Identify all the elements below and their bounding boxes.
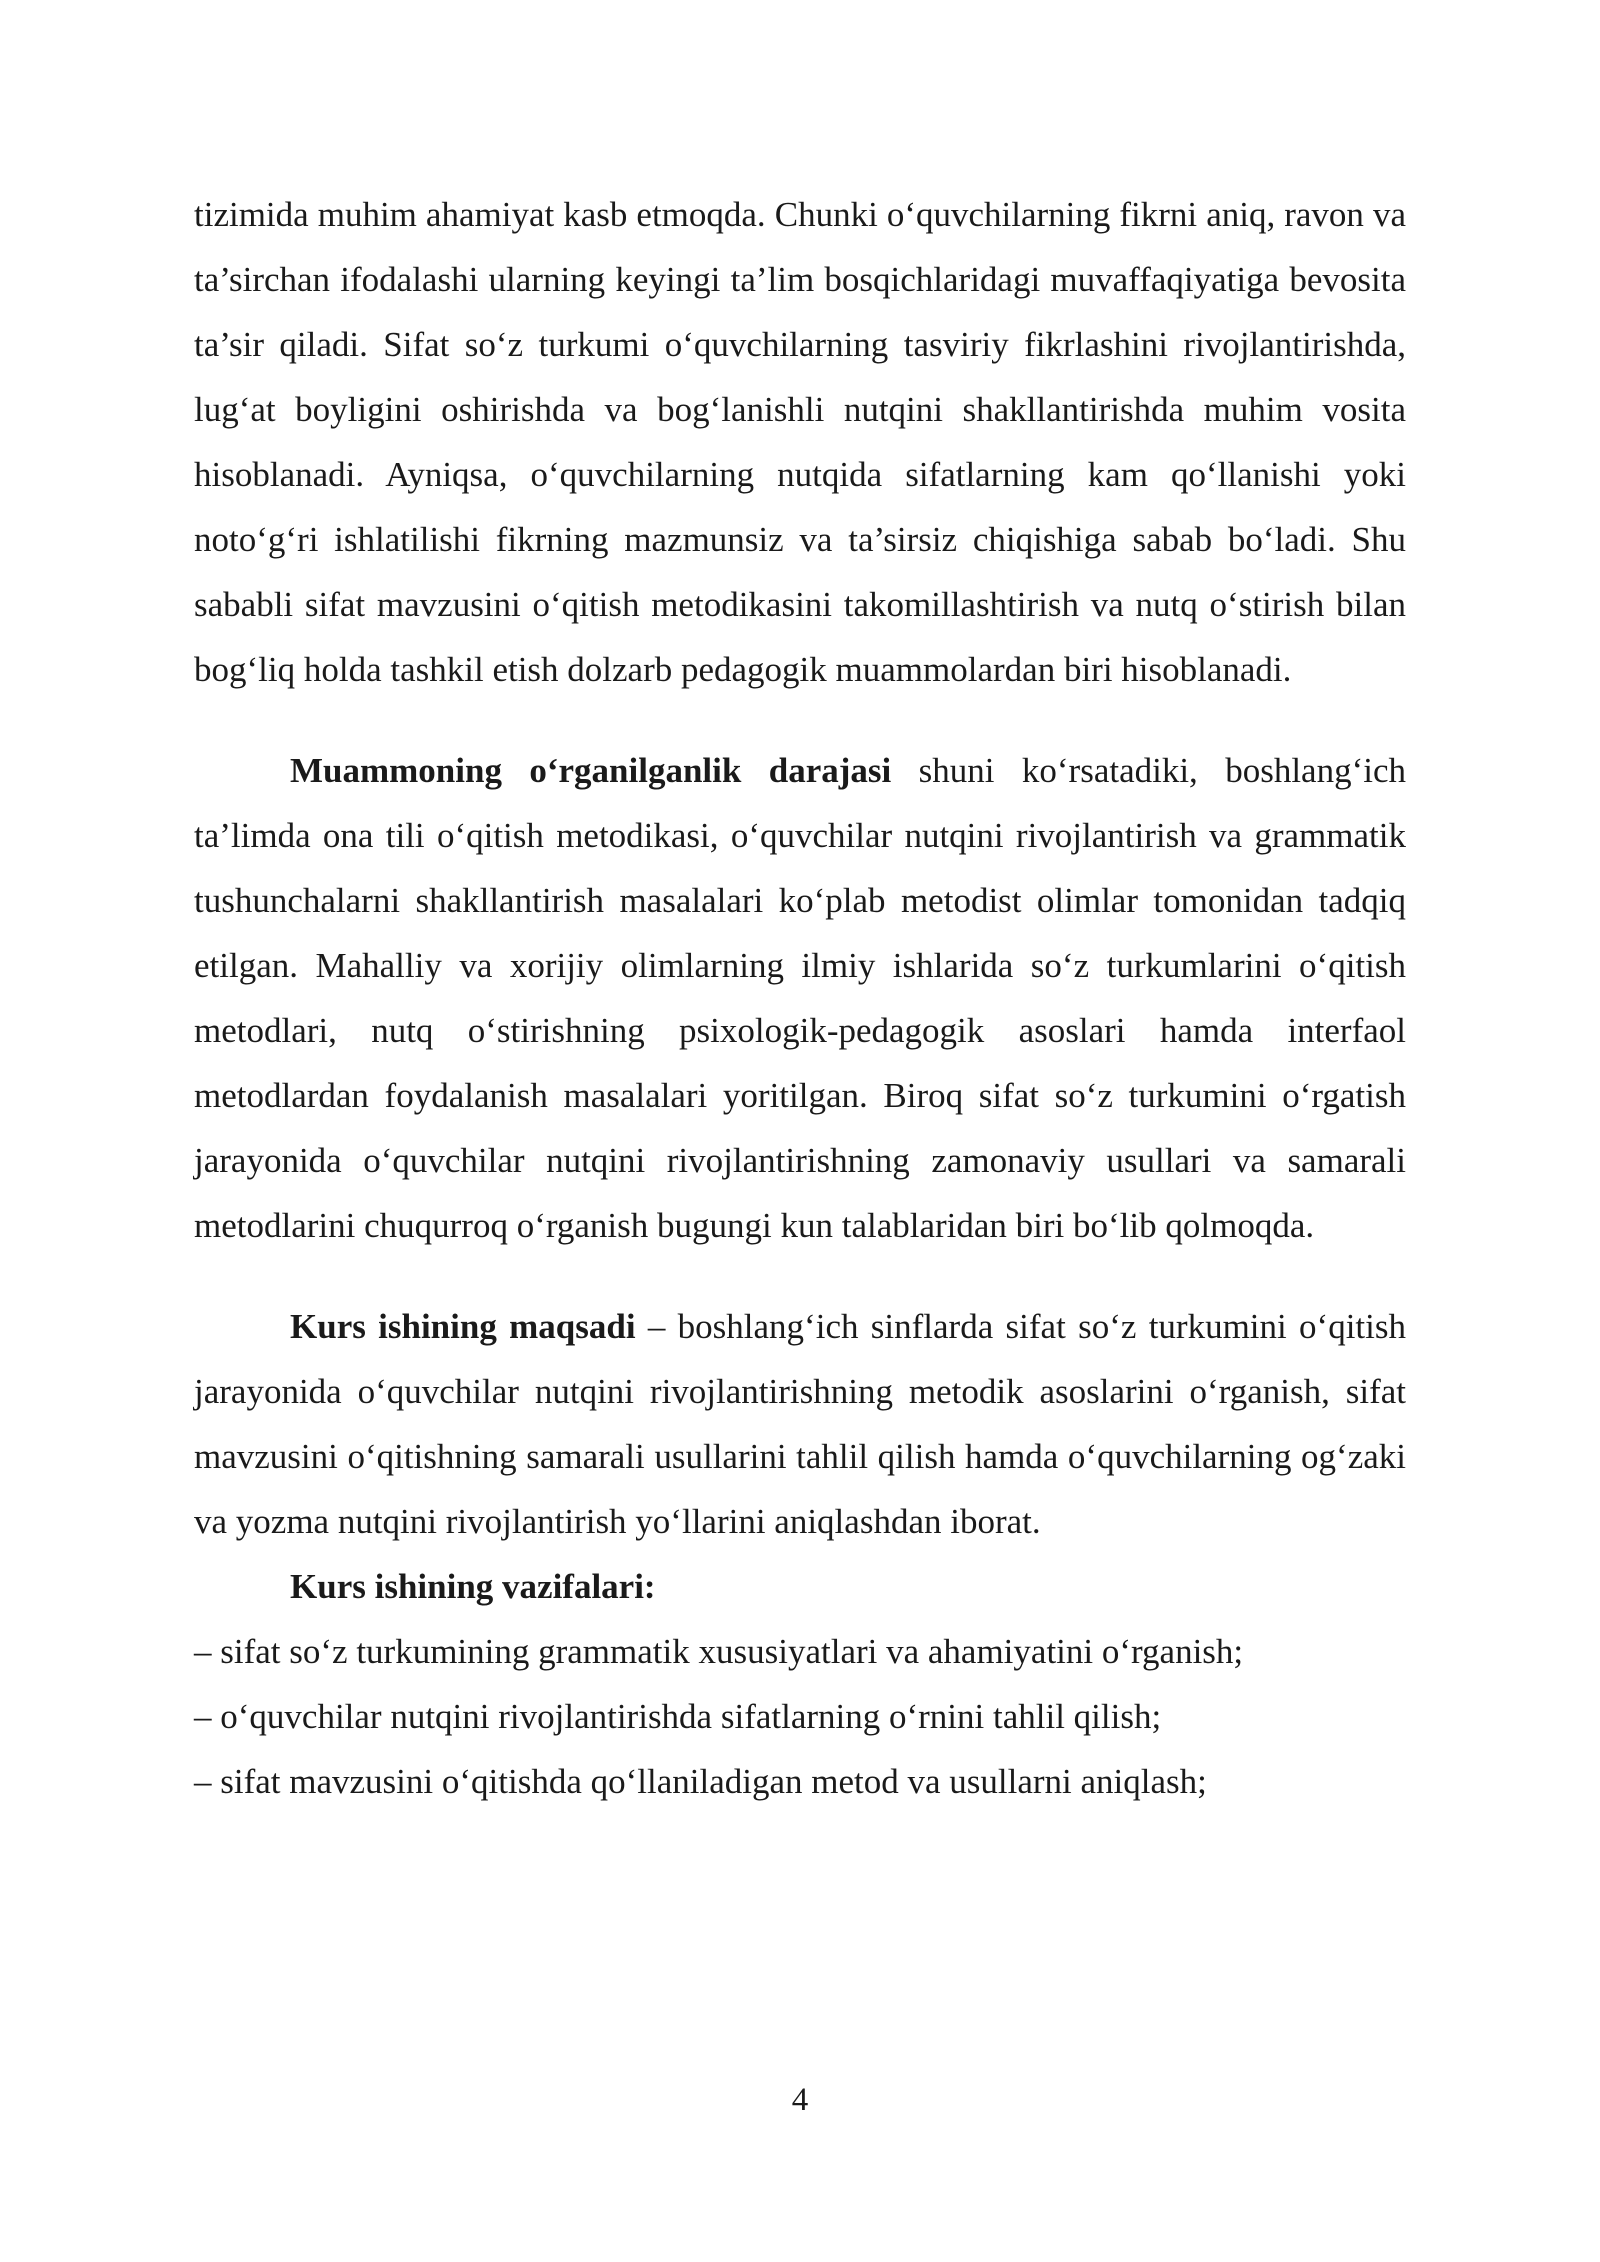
intro-paragraph: tizimida muhim ahamiyat kasb etmoqda. Chunki o‘quvchilarning fikrni aniq, ravon va ta’sirchan ifodalashi ularning keyingi ta’lim bosqichlaridagi muvaffaqiyatiga bevosita ta’sir qiladi. Sifat so‘z turkumi o‘quvchilarning tasviriy fikrlashini rivojlantirishda, lug‘at boyligini oshirishda va bog‘lanishli nutqini shakllantirishda muhim vosita hisoblanadi. Ayniqsa, o‘quvchilarning nutqida sifatlarning kam qo‘llanishi yoki noto‘g‘ri ishlatilishi fikrning mazmunsiz va ta’sirsiz chiqishiga sabab bo‘ladi. Shu sababli sifat mavzusini o‘qitish metodikasini takomillashtirish va nutq o‘stirish bilan bog‘liq holda tashkil etish dolzarb pedagogik muammolardan biri hisoblanadi. bbox=[194, 195, 1406, 689]
study-level-lead: Muammoning o‘rganilganlik darajasi bbox=[290, 751, 892, 790]
goal-text: – boshlang‘ich sinflarda sifat so‘z turkumini o‘qitish jarayonida o‘quvchilar nutqini rivojlantirishning metodik asoslarini o‘rganish, sifat mavzusini o‘qitishning samarali usullarini tahlil qilish hamda o‘quvchilarning og‘zaki va yozma nutqini rivojlantirish yo‘llarini aniqlashdan iborat. bbox=[194, 1307, 1407, 1541]
task-item: – sifat mavzusini o‘qitishda qo‘llaniladigan metod va usullarni aniqlash; bbox=[194, 1762, 1207, 1801]
goal-lead: Kurs ishining maqsadi bbox=[290, 1307, 636, 1346]
tasks-list bbox=[194, 1619, 1406, 1814]
study-level-paragraph bbox=[194, 738, 1406, 1258]
goal-paragraph bbox=[194, 1294, 1406, 1554]
task-item: – sifat so‘z turkumining grammatik xususiyatlari va ahamiyatini o‘rganish; bbox=[194, 1632, 1244, 1671]
tasks-heading: Kurs ishining vazifalari: bbox=[290, 1567, 656, 1606]
task-item: – o‘quvchilar nutqini rivojlantirishda sifatlarning o‘rnini tahlil qilish; bbox=[194, 1697, 1162, 1736]
study-level-text: shuni ko‘rsatadiki, boshlang‘ich ta’limda ona tili o‘qitish metodikasi, o‘quvchilar nutqini rivojlantirish va grammatik tushunchalarni shakllantirish masalalari ko‘plab metodist olimlar tomonidan tadqiq etilgan. Mahalliy va xorijiy olimlarning ilmiy ishlarida so‘z turkumlarini o‘qitish metodlari, nutq o‘stirishning psixologik-pedagogik asoslari hamda interfaol metodlardan foydalanish masalalari yoritilgan. Biroq sifat so‘z turkumini o‘rgatish jarayonida o‘quvchilar nutqini rivojlantirishning zamonaviy usullari va samarali metodlarini chuqurroq o‘rganish bugungi kun talablaridan biri bo‘lib qolmoqda. bbox=[194, 751, 1407, 1245]
page-number: 4 bbox=[791, 2082, 809, 2118]
document-body bbox=[194, 182, 1406, 1814]
